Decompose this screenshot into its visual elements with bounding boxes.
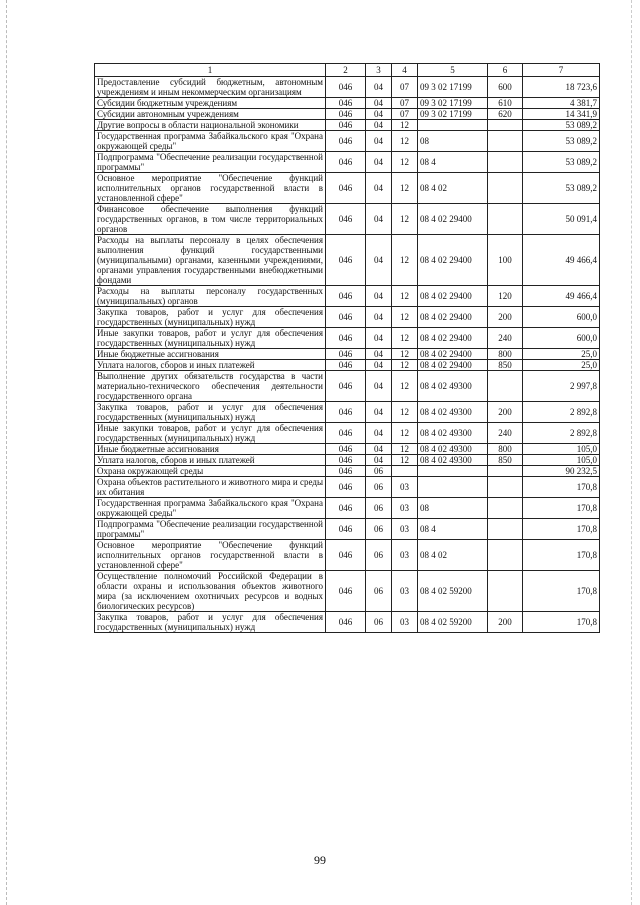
row-target-article: 08 4 02 49300 xyxy=(418,371,488,402)
row-expense-type xyxy=(488,152,523,173)
row-grbs: 046 xyxy=(326,109,366,120)
row-grbs: 046 xyxy=(326,455,366,466)
row-name: Уплата налогов, сборов и иных платежей xyxy=(95,455,326,466)
row-subsection: 07 xyxy=(392,98,418,109)
page-edge-right xyxy=(631,0,632,905)
row-name: Государственная программа Забайкальского края "Охрана окружающей среды" xyxy=(95,131,326,152)
row-section: 04 xyxy=(366,371,392,402)
table-row xyxy=(95,402,600,423)
row-name: Закупка товаров, работ и услуг для обеспечения государственных (муниципальных) нужд xyxy=(95,402,326,423)
row-section: 04 xyxy=(366,131,392,152)
table-row xyxy=(95,477,600,498)
table-header-row xyxy=(95,64,600,77)
row-target-article: 08 4 02 xyxy=(418,540,488,571)
table-row xyxy=(95,131,600,152)
row-target-article: 08 4 02 xyxy=(418,173,488,204)
row-name: Выполнение других обязательств государства в части материально-технического обеспечения деятельности государственного органа xyxy=(95,371,326,402)
row-amount: 49 466,4 xyxy=(523,235,600,286)
row-amount: 25,0 xyxy=(523,360,600,371)
table-row xyxy=(95,173,600,204)
header-col-7: 7 xyxy=(523,64,600,77)
row-subsection: 07 xyxy=(392,109,418,120)
row-subsection: 12 xyxy=(392,173,418,204)
row-section: 06 xyxy=(366,519,392,540)
row-section: 04 xyxy=(366,286,392,307)
row-target-article: 08 4 02 59200 xyxy=(418,612,488,633)
row-grbs: 046 xyxy=(326,286,366,307)
row-section: 04 xyxy=(366,152,392,173)
row-expense-type xyxy=(488,519,523,540)
row-expense-type: 120 xyxy=(488,286,523,307)
row-target-article: 08 4 02 29400 xyxy=(418,307,488,328)
header-col-6: 6 xyxy=(488,64,523,77)
row-section: 04 xyxy=(366,204,392,235)
header-col-2: 2 xyxy=(326,64,366,77)
row-target-article: 08 4 02 29400 xyxy=(418,286,488,307)
page-number: 99 xyxy=(314,853,326,867)
table-row xyxy=(95,77,600,98)
row-expense-type: 200 xyxy=(488,612,523,633)
row-target-article: 08 4 xyxy=(418,152,488,173)
row-subsection: 03 xyxy=(392,519,418,540)
row-grbs: 046 xyxy=(326,98,366,109)
row-expense-type xyxy=(488,540,523,571)
table-row xyxy=(95,444,600,455)
row-grbs: 046 xyxy=(326,519,366,540)
row-expense-type: 800 xyxy=(488,349,523,360)
row-name: Расходы на выплаты персоналу государственных (муниципальных) органов xyxy=(95,286,326,307)
row-subsection: 12 xyxy=(392,455,418,466)
row-expense-type xyxy=(488,571,523,612)
row-target-article: 08 4 02 29400 xyxy=(418,235,488,286)
row-name: Иные бюджетные ассигнования xyxy=(95,349,326,360)
row-section: 04 xyxy=(366,109,392,120)
row-target-article: 08 xyxy=(418,498,488,519)
table-row xyxy=(95,120,600,131)
row-amount: 170,8 xyxy=(523,477,600,498)
row-section: 06 xyxy=(366,498,392,519)
table-row xyxy=(95,109,600,120)
row-amount: 18 723,6 xyxy=(523,77,600,98)
row-name: Иные закупки товаров, работ и услуг для обеспечения государственных (муниципальных) нужд xyxy=(95,328,326,349)
table-row xyxy=(95,519,600,540)
row-section: 04 xyxy=(366,349,392,360)
row-section: 04 xyxy=(366,235,392,286)
row-subsection: 12 xyxy=(392,371,418,402)
row-grbs: 046 xyxy=(326,477,366,498)
row-expense-type: 800 xyxy=(488,444,523,455)
header-col-5: 5 xyxy=(418,64,488,77)
header-col-4: 4 xyxy=(392,64,418,77)
row-name: Закупка товаров, работ и услуг для обеспечения государственных (муниципальных) нужд xyxy=(95,307,326,328)
row-target-article: 09 3 02 17199 xyxy=(418,98,488,109)
row-subsection: 03 xyxy=(392,540,418,571)
row-expense-type xyxy=(488,204,523,235)
row-section: 04 xyxy=(366,444,392,455)
table-row xyxy=(95,204,600,235)
row-amount: 2 997,8 xyxy=(523,371,600,402)
row-name: Иные закупки товаров, работ и услуг для обеспечения государственных (муниципальных) нужд xyxy=(95,423,326,444)
row-section: 04 xyxy=(366,307,392,328)
row-expense-type: 610 xyxy=(488,98,523,109)
row-expense-type xyxy=(488,371,523,402)
row-section: 04 xyxy=(366,455,392,466)
row-grbs: 046 xyxy=(326,423,366,444)
row-grbs: 046 xyxy=(326,120,366,131)
row-amount: 53 089,2 xyxy=(523,152,600,173)
row-grbs: 046 xyxy=(326,540,366,571)
row-section: 04 xyxy=(366,98,392,109)
row-target-article: 08 4 02 29400 xyxy=(418,204,488,235)
row-subsection: 03 xyxy=(392,571,418,612)
row-target-article: 08 4 02 59200 xyxy=(418,571,488,612)
row-target-article xyxy=(418,477,488,498)
row-target-article: 09 3 02 17199 xyxy=(418,109,488,120)
row-target-article: 08 4 02 49300 xyxy=(418,402,488,423)
table-body xyxy=(95,77,600,633)
row-amount: 170,8 xyxy=(523,540,600,571)
row-grbs: 046 xyxy=(326,235,366,286)
row-name: Другие вопросы в области национальной экономики xyxy=(95,120,326,131)
row-name: Государственная программа Забайкальского края "Охрана окружающей среды" xyxy=(95,498,326,519)
row-grbs: 046 xyxy=(326,360,366,371)
row-expense-type: 240 xyxy=(488,328,523,349)
row-target-article: 09 3 02 17199 xyxy=(418,77,488,98)
row-section: 04 xyxy=(366,173,392,204)
row-amount: 600,0 xyxy=(523,328,600,349)
row-expense-type xyxy=(488,120,523,131)
row-grbs: 046 xyxy=(326,571,366,612)
row-target-article: 08 4 02 29400 xyxy=(418,328,488,349)
row-subsection: 12 xyxy=(392,286,418,307)
row-amount: 90 232,5 xyxy=(523,466,600,477)
row-subsection: 12 xyxy=(392,423,418,444)
row-subsection: 03 xyxy=(392,498,418,519)
row-subsection: 12 xyxy=(392,444,418,455)
row-section: 04 xyxy=(366,77,392,98)
row-grbs: 046 xyxy=(326,131,366,152)
table-row xyxy=(95,540,600,571)
row-subsection: 12 xyxy=(392,402,418,423)
row-amount: 170,8 xyxy=(523,519,600,540)
row-subsection: 12 xyxy=(392,131,418,152)
row-amount: 25,0 xyxy=(523,349,600,360)
table-row xyxy=(95,571,600,612)
row-grbs: 046 xyxy=(326,402,366,423)
row-name: Закупка товаров, работ и услуг для обеспечения государственных (муниципальных) нужд xyxy=(95,612,326,633)
table-row xyxy=(95,98,600,109)
row-amount: 2 892,8 xyxy=(523,402,600,423)
row-amount: 170,8 xyxy=(523,571,600,612)
row-expense-type: 200 xyxy=(488,402,523,423)
row-name: Расходы на выплаты персоналу в целях обеспечения выполнения функций государственными (муниципальными) органами, казенными учреждениями, органами управления государственными внебюджетными фондами xyxy=(95,235,326,286)
row-subsection: 12 xyxy=(392,349,418,360)
row-expense-type xyxy=(488,466,523,477)
row-grbs: 046 xyxy=(326,204,366,235)
table-row xyxy=(95,152,600,173)
row-grbs: 046 xyxy=(326,444,366,455)
row-amount: 4 381,7 xyxy=(523,98,600,109)
row-amount: 2 892,8 xyxy=(523,423,600,444)
row-name: Предоставление субсидий бюджетным, автономным учреждениям и иным некоммерческим организациям xyxy=(95,77,326,98)
row-section: 04 xyxy=(366,423,392,444)
row-grbs: 046 xyxy=(326,466,366,477)
row-section: 04 xyxy=(366,328,392,349)
table-row xyxy=(95,612,600,633)
row-amount: 53 089,2 xyxy=(523,173,600,204)
row-target-article: 08 4 02 49300 xyxy=(418,423,488,444)
row-expense-type xyxy=(488,173,523,204)
row-target-article xyxy=(418,466,488,477)
row-name: Иные бюджетные ассигнования xyxy=(95,444,326,455)
row-amount: 50 091,4 xyxy=(523,204,600,235)
row-amount: 14 341,9 xyxy=(523,109,600,120)
row-name: Уплата налогов, сборов и иных платежей xyxy=(95,360,326,371)
row-name: Осуществление полномочий Российской Федерации в области охраны и использования объектов животного мира (за исключением охотничьих ресурсов и водных биологических ресурсов) xyxy=(95,571,326,612)
row-name: Подпрограмма "Обеспечение реализации государственной программы" xyxy=(95,152,326,173)
row-subsection: 12 xyxy=(392,152,418,173)
row-expense-type: 620 xyxy=(488,109,523,120)
table-row xyxy=(95,349,600,360)
row-amount: 170,8 xyxy=(523,498,600,519)
row-grbs: 046 xyxy=(326,173,366,204)
row-expense-type xyxy=(488,477,523,498)
row-section: 06 xyxy=(366,612,392,633)
header-col-1: 1 xyxy=(95,64,326,77)
row-grbs: 046 xyxy=(326,371,366,402)
row-target-article: 08 4 02 49300 xyxy=(418,455,488,466)
row-subsection: 12 xyxy=(392,360,418,371)
table-row xyxy=(95,455,600,466)
row-subsection: 03 xyxy=(392,477,418,498)
row-name: Основное мероприятие "Обеспечение функций исполнительных органов государственной власти в установленной сфере" xyxy=(95,540,326,571)
row-subsection: 12 xyxy=(392,235,418,286)
row-amount: 105,0 xyxy=(523,455,600,466)
row-amount: 53 089,2 xyxy=(523,120,600,131)
table-row xyxy=(95,328,600,349)
row-expense-type: 200 xyxy=(488,307,523,328)
row-amount: 600,0 xyxy=(523,307,600,328)
row-expense-type: 100 xyxy=(488,235,523,286)
row-subsection: 12 xyxy=(392,328,418,349)
row-amount: 170,8 xyxy=(523,612,600,633)
row-name: Основное мероприятие "Обеспечение функций исполнительных органов государственной власти в установленной сфере" xyxy=(95,173,326,204)
row-name: Субсидии бюджетным учреждениям xyxy=(95,98,326,109)
row-expense-type: 240 xyxy=(488,423,523,444)
row-name: Охрана окружающей среды xyxy=(95,466,326,477)
row-section: 06 xyxy=(366,571,392,612)
row-target-article: 08 xyxy=(418,131,488,152)
row-expense-type xyxy=(488,131,523,152)
row-grbs: 046 xyxy=(326,328,366,349)
row-grbs: 046 xyxy=(326,77,366,98)
row-expense-type: 850 xyxy=(488,360,523,371)
row-section: 06 xyxy=(366,540,392,571)
table-row xyxy=(95,307,600,328)
row-grbs: 046 xyxy=(326,349,366,360)
row-subsection xyxy=(392,466,418,477)
row-grbs: 046 xyxy=(326,612,366,633)
table-row xyxy=(95,371,600,402)
row-section: 04 xyxy=(366,402,392,423)
row-target-article: 08 4 02 49300 xyxy=(418,444,488,455)
row-subsection: 07 xyxy=(392,77,418,98)
row-subsection: 12 xyxy=(392,307,418,328)
row-grbs: 046 xyxy=(326,152,366,173)
row-name: Охрана объектов растительного и животного мира и среды их обитания xyxy=(95,477,326,498)
row-amount: 105,0 xyxy=(523,444,600,455)
page-edge-left xyxy=(6,0,7,905)
row-target-article: 08 4 02 29400 xyxy=(418,360,488,371)
row-target-article: 08 4 xyxy=(418,519,488,540)
row-section: 06 xyxy=(366,477,392,498)
table-row xyxy=(95,423,600,444)
budget-table xyxy=(94,63,600,633)
row-section: 04 xyxy=(366,120,392,131)
row-expense-type xyxy=(488,498,523,519)
table-row xyxy=(95,235,600,286)
row-name: Финансовое обеспечение выполнения функций государственных органов, в том числе территориальных органов xyxy=(95,204,326,235)
row-amount: 53 089,2 xyxy=(523,131,600,152)
row-grbs: 046 xyxy=(326,498,366,519)
row-target-article: 08 4 02 29400 xyxy=(418,349,488,360)
row-subsection: 12 xyxy=(392,120,418,131)
row-expense-type: 600 xyxy=(488,77,523,98)
row-name: Субсидии автономным учреждениям xyxy=(95,109,326,120)
header-col-3: 3 xyxy=(366,64,392,77)
row-section: 04 xyxy=(366,360,392,371)
row-expense-type: 850 xyxy=(488,455,523,466)
table-row xyxy=(95,498,600,519)
row-subsection: 12 xyxy=(392,204,418,235)
row-target-article xyxy=(418,120,488,131)
row-grbs: 046 xyxy=(326,307,366,328)
row-name: Подпрограмма "Обеспечение реализации государственной программы" xyxy=(95,519,326,540)
table-row xyxy=(95,466,600,477)
row-subsection: 03 xyxy=(392,612,418,633)
row-amount: 49 466,4 xyxy=(523,286,600,307)
table-row xyxy=(95,286,600,307)
table-row xyxy=(95,360,600,371)
row-section: 06 xyxy=(366,466,392,477)
